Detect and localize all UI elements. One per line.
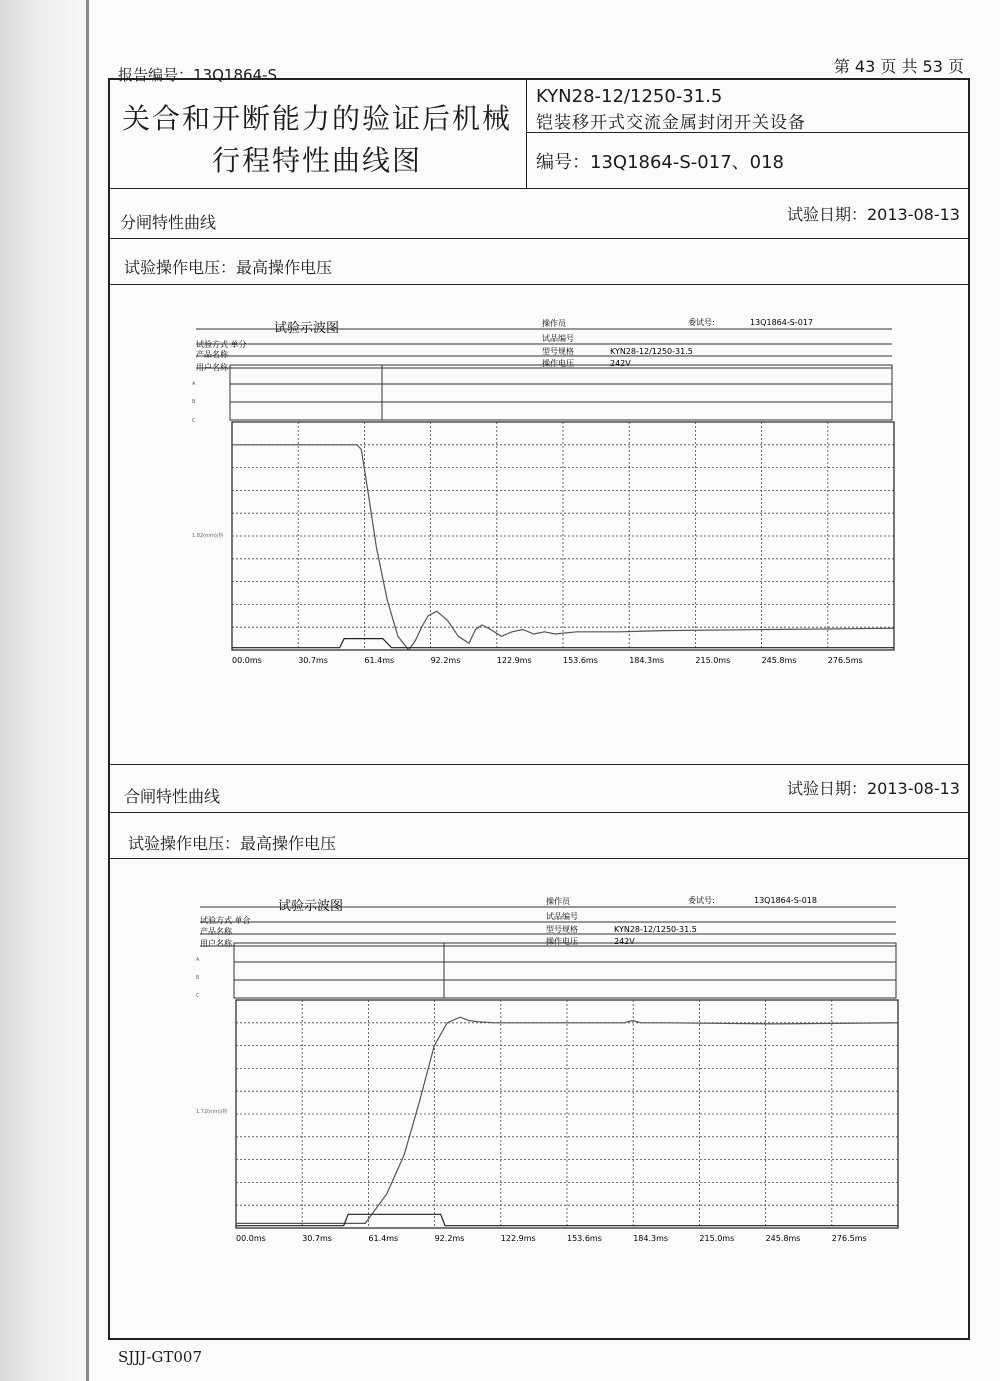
- title-line-2: 行程特性曲线图: [211, 144, 422, 177]
- osc-spec-value: KYN28-12/1250-31.5: [610, 347, 693, 356]
- binding-edge: [86, 0, 89, 1381]
- osc-operator-label: 操作员: [546, 897, 570, 906]
- binding-shadow: [0, 0, 86, 1381]
- channel-b-label: B: [196, 975, 200, 981]
- channel-b-label: B: [192, 399, 196, 405]
- test-code: 编号：13Q1864-S-017、018: [536, 152, 785, 173]
- x-tick-label: 122.9ms: [500, 1234, 536, 1243]
- x-tick-label: 00.0ms: [236, 1234, 266, 1243]
- osc-spec-label: 型号规格: [546, 925, 578, 934]
- section-open-divider: [110, 238, 969, 239]
- x-tick-label: 245.8ms: [765, 1234, 801, 1243]
- form-code: SJJJ-GT007: [118, 1348, 203, 1366]
- page-title: [110, 98, 524, 182]
- section-open-date: 试验日期：2013-08-13: [787, 205, 960, 224]
- x-tick-label: 30.7ms: [302, 1234, 332, 1243]
- section-open-title: 分闸特性曲线: [120, 213, 217, 232]
- osc-entrust-label: 委试号:: [688, 318, 715, 327]
- x-tick-label: 184.3ms: [629, 656, 665, 665]
- osc-spec-label: 型号规格: [542, 347, 574, 356]
- osc-volt-label: 操作电压: [542, 359, 574, 368]
- osc-operator-label: 操作员: [542, 319, 566, 328]
- osc-volt-value: 242V: [614, 937, 635, 946]
- channel-c-label: C: [196, 993, 200, 999]
- x-tick-label: 245.8ms: [761, 656, 797, 665]
- x-tick-label: 61.4ms: [368, 1234, 399, 1243]
- x-tick-label: 61.4ms: [364, 656, 395, 665]
- channel-c-label: C: [192, 418, 196, 424]
- x-tick-label: 00.0ms: [232, 656, 262, 665]
- osc-entrust-no: 13Q1864-S-018: [754, 896, 817, 905]
- osc-sample-label: 试品编号: [546, 912, 578, 921]
- osc-method: 试验方式 单分: [196, 340, 247, 349]
- osc-entrust-label: 委试号:: [688, 896, 715, 905]
- x-tick-label: 215.0ms: [695, 656, 731, 665]
- section-close-voltage-divider: [110, 858, 969, 859]
- osc-user: 用户名称: [200, 939, 232, 948]
- osc-user: 用户名称: [196, 363, 228, 372]
- oscillogram-close: [184, 888, 924, 1248]
- section-close-voltage: 试验操作电压：最高操作电压: [128, 834, 337, 853]
- x-tick-label: 184.3ms: [633, 1234, 669, 1243]
- osc-title: 试验示波图: [278, 899, 344, 914]
- osc-title: 试验示波图: [274, 321, 340, 336]
- osc-grid: [232, 422, 894, 650]
- section-close-title: 合闸特性曲线: [124, 787, 221, 806]
- title-divider: [526, 80, 527, 188]
- x-tick-label: 153.6ms: [567, 1234, 602, 1243]
- model-number: KYN28-12/1250-31.5: [536, 86, 723, 107]
- section-open-voltage: 试验操作电压：最高操作电压: [124, 258, 333, 277]
- x-tick-label: 92.2ms: [434, 1234, 465, 1243]
- report-number: 报告编号：13Q1864-S: [118, 66, 278, 84]
- y-scale-label: 1.72(mm)/格: [196, 1109, 228, 1115]
- x-tick-label: 215.0ms: [699, 1234, 735, 1243]
- x-tick-label: 30.7ms: [298, 656, 328, 665]
- osc-volt-label: 操作电压: [546, 937, 578, 946]
- x-tick-labels: [236, 1234, 867, 1243]
- page-number: 第 43 页 共 53 页: [833, 57, 964, 76]
- x-tick-label: 276.5ms: [831, 1234, 867, 1243]
- x-tick-label: 276.5ms: [827, 656, 863, 665]
- x-tick-label: 92.2ms: [430, 656, 461, 665]
- osc-product: 产品名称: [200, 927, 232, 936]
- osc-grid: [236, 1000, 898, 1228]
- equipment-description: 铠装移开式交流金属封闭开关设备: [536, 113, 806, 133]
- osc-sample-label: 试品编号: [542, 334, 574, 343]
- osc-entrust-no: 13Q1864-S-017: [750, 318, 813, 327]
- section-close-divider: [110, 812, 969, 813]
- section-open-voltage-divider: [110, 284, 969, 285]
- oscillogram-open: [180, 310, 920, 670]
- channel-a-label: A: [192, 381, 196, 387]
- osc-spec-value: KYN28-12/1250-31.5: [614, 925, 697, 934]
- osc-method: 试验方式 单合: [200, 916, 251, 925]
- x-tick-labels: [232, 656, 863, 665]
- x-tick-label: 122.9ms: [496, 656, 532, 665]
- x-tick-label: 153.6ms: [563, 656, 598, 665]
- channel-a-label: A: [196, 957, 200, 963]
- section-close-date: 试验日期：2013-08-13: [787, 779, 960, 798]
- section-close-top-divider: [110, 764, 969, 765]
- y-scale-label: 1.82(mm)/格: [192, 533, 224, 539]
- title-bottom-border: [110, 188, 969, 189]
- title-line-1: 关合和开断能力的验证后机械: [121, 102, 512, 135]
- osc-product: 产品名称: [196, 350, 228, 359]
- osc-volt-value: 242V: [610, 359, 631, 368]
